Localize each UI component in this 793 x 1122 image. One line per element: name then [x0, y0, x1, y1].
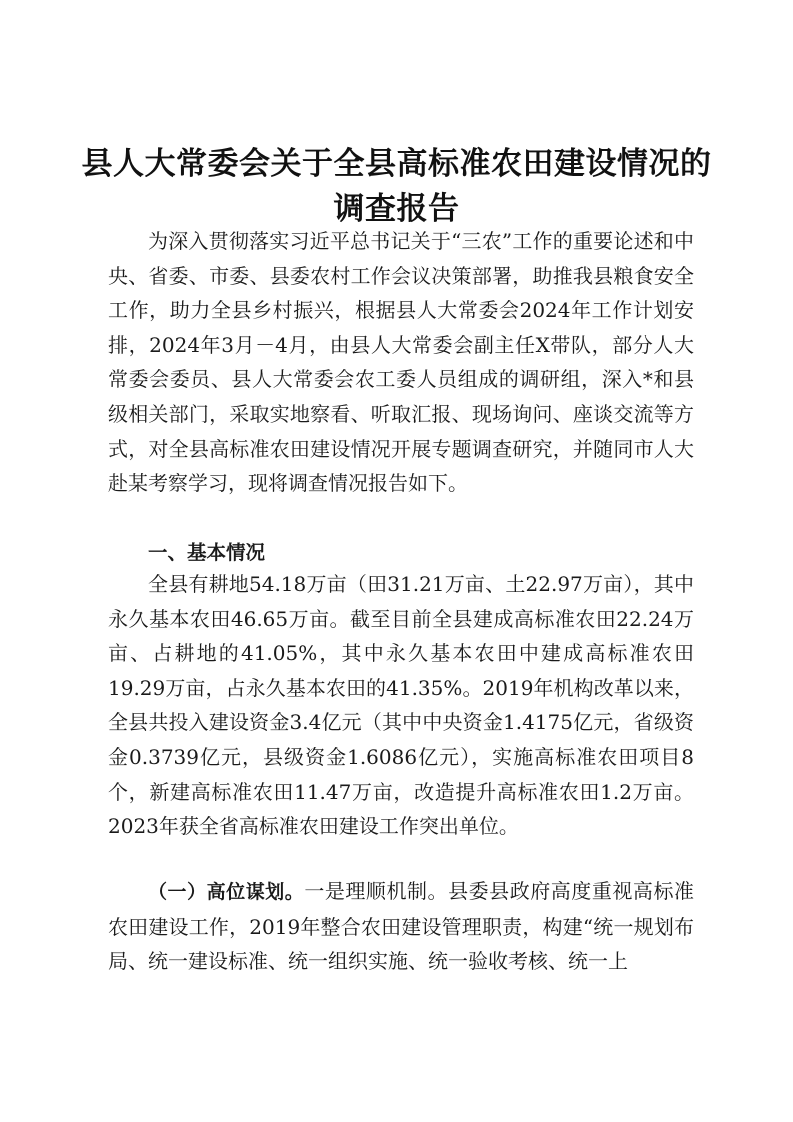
- high-level-planning-text: 一是理顺机制。县委县政府高度重视高标准农田建设工作，2019年整合农田建设管理职责，构建“统一规划布局、统一建设标准、统一组织实施、统一验收考核、统一上: [108, 879, 694, 974]
- document-title-line-2: 调查报告: [333, 191, 460, 227]
- subsection-heading-high-level-planning: （一）高位谋划。: [148, 881, 305, 903]
- section-heading-basic-situation: 一、基本情况: [148, 541, 266, 564]
- document-title-line-1: 县人大常委会关于全县高标准农田建设情况的: [81, 146, 712, 182]
- high-level-planning-paragraph: [108, 874, 694, 979]
- intro-paragraph: 为深入贯彻落实习近平总书记关于“三农”工作的重要论述和中央、省委、市委、县委农村工作会议决策部署，助推我县粮食安全工作，助力全县乡村振兴，根据县人大常委会2024年工作计划安排，2024年3月－4月，由县人大常委会副主任X带队，部分人大常委会委员、县人大常委会农工委人员组成的调研组，深入*和县级相关部门，采取实地察看、听取汇报、现场询问、座谈交流等方式，对全县高标准农田建设情况开展专题调查研究，并随同市人大赴某考察学习，现将调查情况报告如下。: [108, 229, 694, 496]
- basic-situation-paragraph: 全县有耕地54.18万亩（田31.21万亩、土22.97万亩），其中永久基本农田46.65万亩。截至目前全县建成高标准农田22.24万亩、占耕地的41.05%，其中永久基本农田中建成高标准农田19.29万亩，占永久基本农田的41.35%。2019年机构改革以来，全县共投入建设资金3.4亿元（其中中央资金1.4175亿元，省级资金0.3739亿元，县级资金1.6086亿元），实施高标准农田项目8个，新建高标准农田11.47万亩，改造提升高标准农田1.2万亩。2023年获全省高标准农田建设工作突出单位。: [108, 572, 694, 839]
